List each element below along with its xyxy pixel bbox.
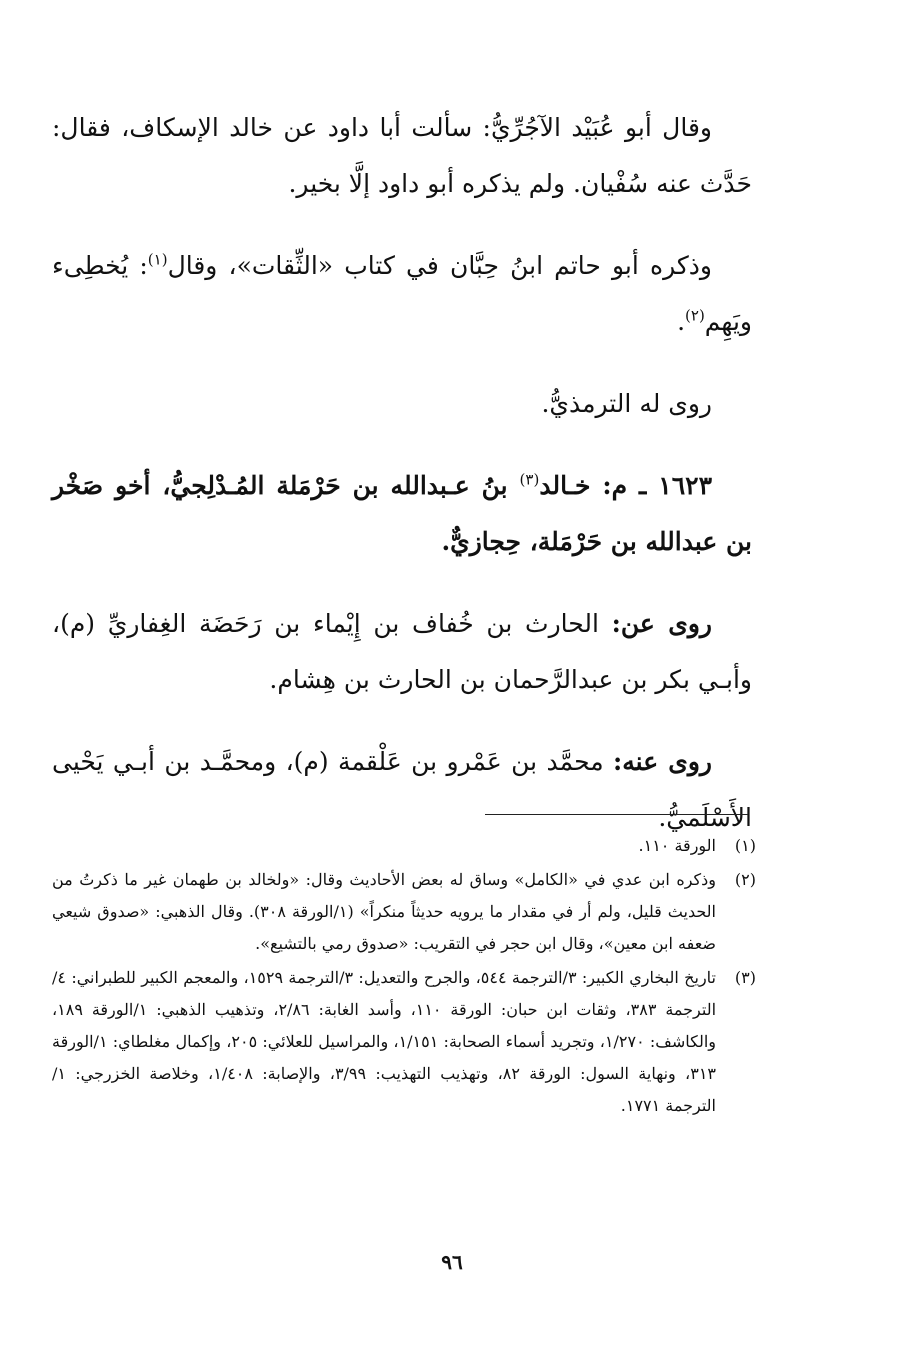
footnote-ref-2[interactable]: (٢) [685,306,705,325]
footnote-number: (٣) [734,968,756,987]
footnote-text: وذكره ابن عدي في «الكامل» وساق له بعض الأحاديث وقال: «ولخالد بن طهمان غير ما ذكرتُ من الحديث قليل، ولم أر في مقدار ما يرويه حديثاً منكراً» (١/الورقة ٣٠٨). وقال الذهبي: «صدوق شيعي ضعفه ابن معين»، وقال ابن حجر في التقريب: «صدوق رمي بالتشيع». [52,870,717,953]
label-narrated-from: روى عن: [611,609,713,638]
entry-name: بنُ عـبدالله بن حَرْمَلة المُـدْلِجيُّ، أخو صَخْر بن عبدالله بن حَرْمَلة، حِجازيٌّ. [52,471,752,556]
footnote-ref-1[interactable]: (١) [147,250,168,269]
footnote-number: (١) [734,836,756,855]
footnote-text: تاريخ البخاري الكبير: ٣/الترجمة ٥٤٤، والجرح والتعديل: ٣/الترجمة ١٥٢٩، والمعجم الكبير للطبراني: ٤/الترجمة ٣٨٣، وثقات ابن حبان: الورقة ١١٠، وأسد الغابة: ٢/٨٦، وتذهيب الذهبي: ١/الورقة ١٨٩، والكاشف: ١/٢٧٠، وتجريد أسماء الصحابة: ١/١٥١، والمراسيل للعلائي: ٢٠٥، وإكمال مغلطاي: ١/الورقة ٣١٣، ونهاية السول: الورقة ٨٢، وتهذيب التهذيب: ٣/٩٩، والإصابة: ١/٤٠٨، وخلاصة الخزرجي: ١/الترجمة ١٧٧١. [52,968,717,1115]
paragraph-ibn-hibban [52,238,752,350]
footnote-text: الورقة ١١٠. [638,836,716,855]
paragraph-narrated-from [52,596,752,708]
main-text [52,100,752,872]
paragraph-text: . [677,307,686,336]
paragraph-text: وذكره أبو حاتم ابنُ حِبَّان في كتاب «الثِّقات»، وقال [167,251,712,280]
entry-heading-1623 [52,458,752,570]
paragraph-text: الحارث بن خُفاف بن إِيْماء بن رَحَضَة الغِفاريِّ (م)، وأبـي بكر بن عبدالرَّحمان بن الحارث بن هِشام. [52,609,752,694]
paragraph-text: : يُخطِىء ويَهِم [52,251,752,336]
page-number: ٩٦ [441,1250,463,1274]
paragraph-tirmidhi [52,376,752,432]
footnote-3 [52,962,756,1122]
footnote-1 [52,830,756,862]
paragraph-text: وقال أبو عُبَيْد الآجُرِّيُّ: سألت أبا داود عن خالد الإسكاف، فقال: حَدَّث عنه سُفْيان. ولم يذكره أبو داود إلَّا بخير. [52,113,752,198]
paragraph-text: محمَّد بن عَمْرو بن عَلْقمة (م)، ومحمَّـد بن أبـي يَحْيى الأَسْلَميُّ. [52,747,752,832]
footnotes [52,830,756,1124]
paragraph-text: روى له الترمذيُّ. [541,389,712,418]
paragraph-ajurri [52,100,752,212]
footnote-separator [485,814,748,815]
label-narrated-by: روى عنه: [613,747,712,776]
footnote-2 [52,864,756,960]
footnote-number: (٢) [734,870,756,889]
entry-number: ١٦٢٣ ـ م: خـالد [539,471,712,500]
footnote-ref-3[interactable]: (٣) [519,470,540,489]
